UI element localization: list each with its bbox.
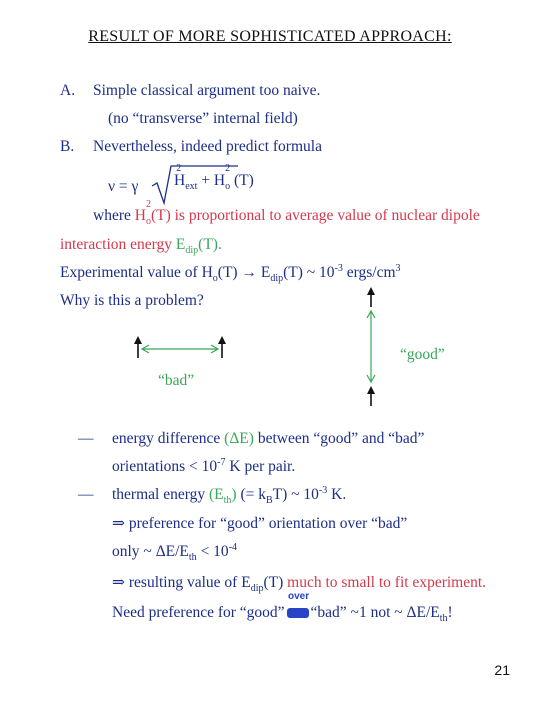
implication-1-sup: -4 — [228, 541, 238, 553]
implication-1-line2a: only ~ ΔE/E — [112, 543, 189, 560]
final-sub: th — [439, 613, 448, 625]
exp-sub-dip: dip — [270, 273, 284, 285]
bullet-1-dash: — — [78, 430, 94, 447]
bullet-1-line2 — [112, 458, 295, 476]
formula-radicand: H 2 $_{ext}$ + H 2 $_o$ (T) — [174, 163, 254, 193]
point-a-subtext: (no “transverse” internal field) — [108, 110, 298, 127]
bullet-2-tail: K. — [327, 486, 347, 503]
formula-h-ext: H — [174, 172, 186, 189]
bullet-2-eth-sub: th — [223, 495, 232, 507]
interaction-sub: dip — [185, 245, 199, 257]
exp-mid: (T) → E — [217, 264, 271, 281]
bullet-2-rest: (= k — [236, 486, 266, 503]
implication-2-sub: dip — [250, 583, 264, 595]
experimental-line — [60, 262, 401, 285]
implication-2-text2: (T) — [263, 574, 284, 591]
bullet-1-delta: (ΔE) — [224, 430, 254, 447]
implication-1 — [112, 514, 407, 533]
good-label: “good” — [400, 346, 445, 363]
point-a-label: A. — [60, 82, 76, 99]
final-line — [112, 604, 453, 625]
point-a-text: Simple classical argument too naive. — [93, 82, 321, 99]
bullet-2-eth: (E — [208, 486, 224, 503]
formula-h-o: H — [213, 172, 226, 189]
bullet-2-rest2: T) ~ 10 — [272, 486, 319, 503]
implication-1-text: preference for “good” orientation over “bad” — [125, 515, 408, 532]
exp-sup: -3 — [334, 262, 343, 274]
bullet-2-eth-close: ) — [231, 486, 237, 503]
point-b-label: B. — [60, 138, 75, 155]
formula-ext-sub: ext — [185, 181, 198, 193]
good-spin-top-icon — [367, 287, 375, 307]
where-line: where H 2 $_o$(T) is proportional to average value of nuclear dipole — [93, 199, 480, 228]
bad-spin-left-icon — [134, 336, 142, 358]
formula-plus: + — [201, 172, 211, 189]
final-part1: Need preference for “good” — [112, 604, 285, 621]
exp-units: ergs/cm — [342, 264, 396, 281]
formula-arg: (T) — [234, 172, 254, 189]
exp-tail: (T) ~ 10 — [283, 264, 335, 281]
implies-arrow-icon: ⇒ — [112, 515, 125, 532]
interaction-tail: (T). — [198, 236, 222, 253]
interaction-line — [60, 236, 222, 257]
implies-arrow-2-icon: ⇒ — [112, 574, 125, 591]
bullet-2-lead: thermal energy — [112, 486, 209, 503]
crossed-out-scribble — [287, 608, 309, 618]
page-number: 21 — [494, 662, 510, 678]
implication-1-sub: th — [188, 552, 197, 564]
bullet-1-line2b: K per pair. — [225, 458, 296, 475]
bullet-2-sup: -3 — [318, 484, 328, 496]
where-h: H — [134, 207, 146, 224]
final-part2: “bad” ~1 not ~ ΔE/E — [310, 604, 440, 621]
interaction-e: E — [175, 236, 186, 253]
formula-lhs: ν = γ — [108, 178, 139, 195]
exp-prefix: Experimental value of H — [60, 264, 213, 281]
bad-separation-arrow — [142, 345, 218, 353]
where-sub: o — [145, 216, 151, 228]
page-title: RESULT OF MORE SOPHISTICATED APPROACH: — [88, 28, 452, 45]
implication-2-text: resulting value of E — [125, 574, 251, 591]
bullet-2-dash: — — [78, 486, 94, 503]
bullet-1-rest: between “good” and “bad” — [253, 430, 425, 447]
bullet-1-lead: energy difference — [112, 430, 225, 447]
implication-2 — [112, 573, 487, 595]
over-annotation: over — [288, 591, 310, 602]
exp-sub-o: o — [212, 273, 218, 285]
bullet-1-text — [112, 430, 424, 448]
bullet-2-text — [112, 484, 347, 507]
final-tail: ! — [447, 604, 453, 621]
good-separation-arrow — [367, 311, 375, 382]
good-spin-bottom-icon — [367, 386, 375, 406]
point-b-text: Nevertheless, indeed predict formula — [93, 138, 322, 155]
implication-2-red-tail: much to small to fit experiment. — [283, 574, 487, 591]
question-line: Why is this a problem? — [60, 292, 204, 309]
bad-label: “bad” — [158, 372, 195, 389]
bad-spin-right-icon — [218, 336, 226, 358]
interaction-text: interaction energy — [60, 236, 176, 253]
implication-1-line2b: < 10 — [196, 543, 229, 560]
where-word: where — [93, 207, 135, 224]
where-rest: (T) is proportional to average value of nuclear dipole — [150, 207, 480, 224]
bullet-1-sup: -7 — [217, 456, 226, 468]
bullet-2-kb-sub: B — [265, 495, 273, 507]
exp-sup-units: 3 — [395, 262, 401, 274]
formula-o-sub: o — [225, 181, 231, 193]
bullet-1-line2a: orientations < 10 — [112, 458, 218, 475]
implication-1-line2 — [112, 541, 238, 564]
